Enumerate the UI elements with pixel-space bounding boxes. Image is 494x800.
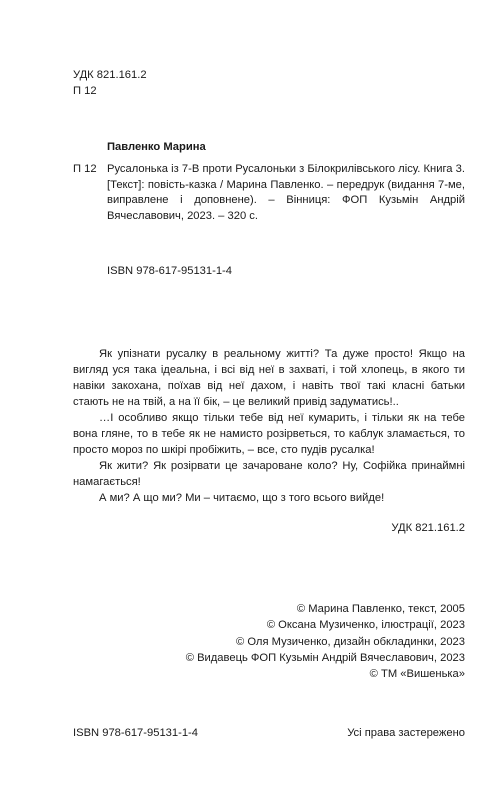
bibliography-code: П 12 <box>73 163 97 175</box>
copyright-line: © Видавець ФОП Кузьмін Андрій Вячеславович, 2023 <box>185 651 465 664</box>
bibliography-description: Русалонька із 7-В проти Русалоньки з Білокрилівського лісу. Книга 3. [Текст]: повість-казка / Марина Павленко. – передрук (видання 7-ме, виправлене і доповнене). – Вінниця: ФОП Кузьмін Андрій Вячеславович, 2023. – 320 с. <box>107 163 465 222</box>
annotation-paragraph: Як упізнати русалку в реальному житті? Та дуже просто! Якщо на вигляд уся така ідеальна, і всі від неї в захваті, і той хлопець, в якого ти навіки закохана, поїхав від неї дахом, і навіть твої такі класні батьки стають не на твій, а на її бік, – це великий привід задуматись!.. <box>73 348 465 408</box>
footer-isbn: ISBN 978-617-95131-1-4 <box>73 727 199 739</box>
annotation <box>73 346 465 506</box>
author-name: Павленко Марина <box>107 141 206 153</box>
copyright-line: © ТМ «Вишенька» <box>369 668 465 681</box>
annotation-paragraph: Як жити? Як розірвати це зачароване коло? Ну, Софійка принаймні намагається! <box>73 460 465 488</box>
annotation-paragraph: А ми? А що ми? Ми – читаємо, що з того всього вийде! <box>99 492 385 504</box>
library-index: П 12 <box>73 85 97 97</box>
udk-code: УДК 821.161.2 <box>73 69 147 81</box>
isbn-record: ISBN 978-617-95131-1-4 <box>107 265 233 277</box>
copyright-line: © Оксана Музиченко, ілюстрації, 2023 <box>266 619 465 632</box>
udk-code-repeat: УДК 821.161.2 <box>391 522 465 534</box>
bibliographic-record <box>73 162 465 224</box>
copyright-line: © Марина Павленко, текст, 2005 <box>296 603 465 615</box>
all-rights-reserved: Усі права застережено <box>347 727 465 739</box>
copyright-block <box>186 601 465 682</box>
annotation-paragraph: …І особливо якщо тільки тебе від неї кумарить, і тільки як на тебе вона гляне, то в тебе як не намисто розірветься, то каблук зламається, то просто мороз по шкірі пробіжить, – все, сто пудів русалка! <box>73 412 465 456</box>
copyright-line: © Оля Музиченко, дизайн обкладинки, 2023 <box>236 635 465 648</box>
